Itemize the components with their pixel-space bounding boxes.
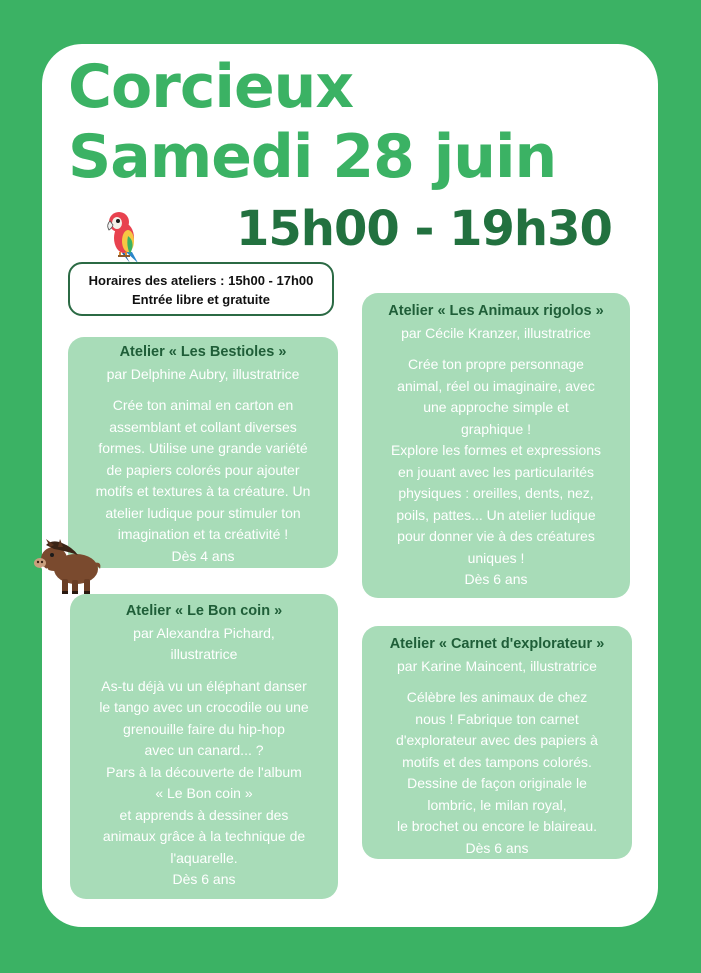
workshop-age: Dès 6 ans bbox=[464, 571, 528, 587]
workshop-description: Crée ton propre personnage animal, réel ou imaginaire, avec une approche simple et graphique ! Explore les formes et expressions en jouant avec les particularités physiques : oreilles, dents, nez, poils, pattes... Un atelier ludique pour donner vie à des créatures uniques ! bbox=[390, 356, 602, 566]
workshop-animaux-rigolos bbox=[362, 293, 630, 598]
schedule-text: Horaires des ateliers : 15h00 - 17h00 bbox=[88, 273, 314, 288]
workshop-title: Atelier « Le Bon coin » bbox=[125, 603, 283, 619]
workshop-carnet-explorateur bbox=[362, 626, 632, 859]
workshop-description: Célèbre les animaux de chez nous ! Fabrique ton carnet d'explorateur avec des papiers à motifs et des tampons colorés. Dessine de façon originale le lombric, le milan royal, le brochet ou encore le blaireau. bbox=[396, 689, 598, 834]
parrot-icon bbox=[104, 208, 150, 264]
workshop-author: par Cécile Kranzer, illustratrice bbox=[401, 324, 591, 341]
workshop-age: Dès 4 ans bbox=[171, 547, 235, 564]
time-range: 15h00 - 19h30 bbox=[236, 201, 612, 257]
workshop-age: Dès 6 ans bbox=[172, 871, 236, 887]
workshop-description: Crée ton animal en carton en assemblant et collant diverses formes. Utilise une grande variété de papiers colorés pour ajouter motifs et textures à ta créature. Un atelier ludique pour stimuler ton imagination et ta créativité ! bbox=[95, 397, 311, 542]
workshop-description: As-tu déjà vu un éléphant danser le tango avec un crocodile ou une grenouille faire du hip-hop avec un canard... ? Pars à la découverte de l'album « Le Bon coin » et apprends à dessiner des animaux grâce à la technique de l'aquarelle. bbox=[99, 677, 309, 866]
workshop-author: par Karine Maincent, illustratrice bbox=[397, 657, 597, 674]
boar-icon bbox=[32, 533, 106, 597]
workshop-bestioles bbox=[68, 337, 338, 568]
schedule-box bbox=[68, 262, 334, 316]
workshop-title: Atelier « Les Animaux rigolos » bbox=[388, 303, 604, 319]
workshop-author: par Alexandra Pichard, illustratrice bbox=[133, 624, 275, 662]
workshop-bon-coin bbox=[70, 594, 338, 899]
workshop-author: par Delphine Aubry, illustratrice bbox=[106, 365, 300, 382]
town-title: Corcieux bbox=[68, 52, 354, 122]
date-title: Samedi 28 juin bbox=[68, 122, 557, 192]
entry-text: Entrée libre et gratuite bbox=[132, 292, 270, 307]
workshop-title: Atelier « Les Bestioles » bbox=[119, 344, 287, 360]
workshop-age: Dès 6 ans bbox=[465, 839, 529, 856]
workshop-title: Atelier « Carnet d'explorateur » bbox=[389, 636, 605, 652]
